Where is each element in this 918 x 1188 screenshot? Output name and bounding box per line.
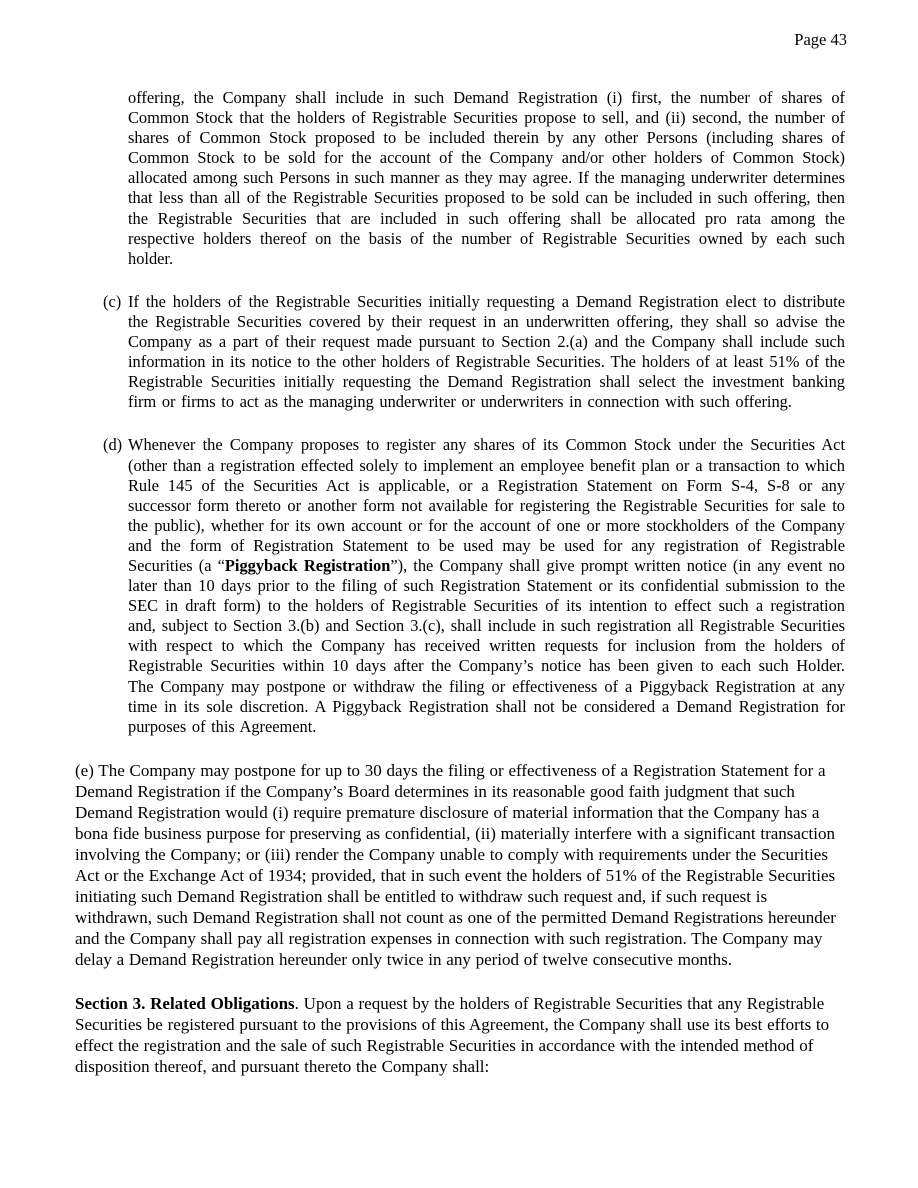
paragraph-label: (c) — [103, 291, 122, 311]
paragraph: offering, the Company shall include in such Demand Registration (i) first, the number of shares of Common Stock that the holders of Registrable Securities propose to sell, and (ii) second, the number of shares of Common Stock proposed to be included therein by any other Persons (including shares of Common Stock to be sold for the account of the Company and/or other holders of Common Stock) allocated among such Persons in such manner as they may agree. If the managing underwriter determines that less than all of the Registrable Securities proposed to be sold can be included in such offering, then the Registrable Securities that are included in such offering shall be allocated pro rata among the respective holders thereof on the basis of the number of Registrable Securities owned by each such holder. — [128, 88, 845, 268]
document-body — [75, 88, 847, 1100]
bold-text-run: Piggyback Registration — [224, 555, 391, 575]
paragraph-text: If the holders of the Registrable Securities initially requesting a Demand Registration elect to distribute the Registrable Securities covered by their request in an underwritten offering, they shall so advise the Company as a part of their request made pursuant to Section 2.(a) and the Company shall include such information in its notice to the other holders of Registrable Securities. The holders of at least 51% of the Registrable Securities initially requesting the Demand Registration shall select the investment banking firm or firms to act as the managing underwriter or underwriters in connection with such offering. — [128, 291, 845, 412]
bold-text-run: Section 3. Related Obligations — [75, 993, 295, 1013]
page-header — [75, 30, 847, 50]
paragraph-text: Whenever the Company proposes to register any shares of its Common Stock under the Securities Act (other than a registration effected solely to implement an employee benefit plan or a transaction to which Rule 145 of the Securities Act is applicable, or a Registration Statement on Form S-4, S-8 or any successor form thereto or another form not available for registering the Registrable Securities for sale to the public), whether for its own account or for the account of one or more stockholders of the Company and the form of Registration Statement to be used may be used for any registration of Registrable Securities (a “Piggyback Registration”), the Company shall give prompt written notice (in any event no later than 10 days prior to the filing of such Registration Statement or its confidential submission to the SEC in draft form) to the holders of Registrable Securities of its intention to effect such a registration and, subject to Section 3.(b) and Section 3.(c), shall include in such registration all Registrable Securities with respect to which the Company has received written requests for inclusion from the holders of Registrable Securities within 10 days after the Company’s notice has been given to each such Holder. The Company may postpone or withdraw the filing or effectiveness of a Piggyback Registration at any time in its sole discretion. A Piggyback Registration shall not be considered a Demand Registration for purposes of this Agreement. — [128, 435, 845, 736]
page-number: Page 43 — [794, 30, 847, 49]
paragraph: (e) The Company may postpone for up to 30 days the filing or effectiveness of a Registration Statement for a Demand Registration if the Company’s Board determines in its reasonable good faith judgment that such Demand Registration would (i) require premature disclosure of material information that the Company has a bona fide business purpose for preserving as confidential, (ii) materially interfere with a significant transaction involving the Company; or (iii) render the Company unable to comply with requirements under the Securities Act or the Exchange Act of 1934; provided, that in such event the holders of 51% of the Registrable Securities initiating such Demand Registration shall be entitled to withdraw such request and, if such request is withdrawn, such Demand Registration shall not count as one of the permitted Demand Registrations hereunder and the Company shall pay all registration expenses in connection with such registration. The Company may delay a Demand Registration hereunder only twice in any period of twelve consecutive months. — [75, 760, 836, 969]
paragraph-label: (d) — [103, 435, 123, 455]
paragraph — [103, 435, 845, 736]
paragraph — [103, 292, 845, 413]
paragraph: Section 3. Related Obligations. Upon a request by the holders of Registrable Securities that any Registrable Securities be registered pursuant to the provisions of this Agreement, the Company shall use its best efforts to effect the registration and the sale of such Registrable Securities in accordance with the intended method of disposition thereof, and pursuant thereto the Company shall: — [75, 993, 830, 1076]
